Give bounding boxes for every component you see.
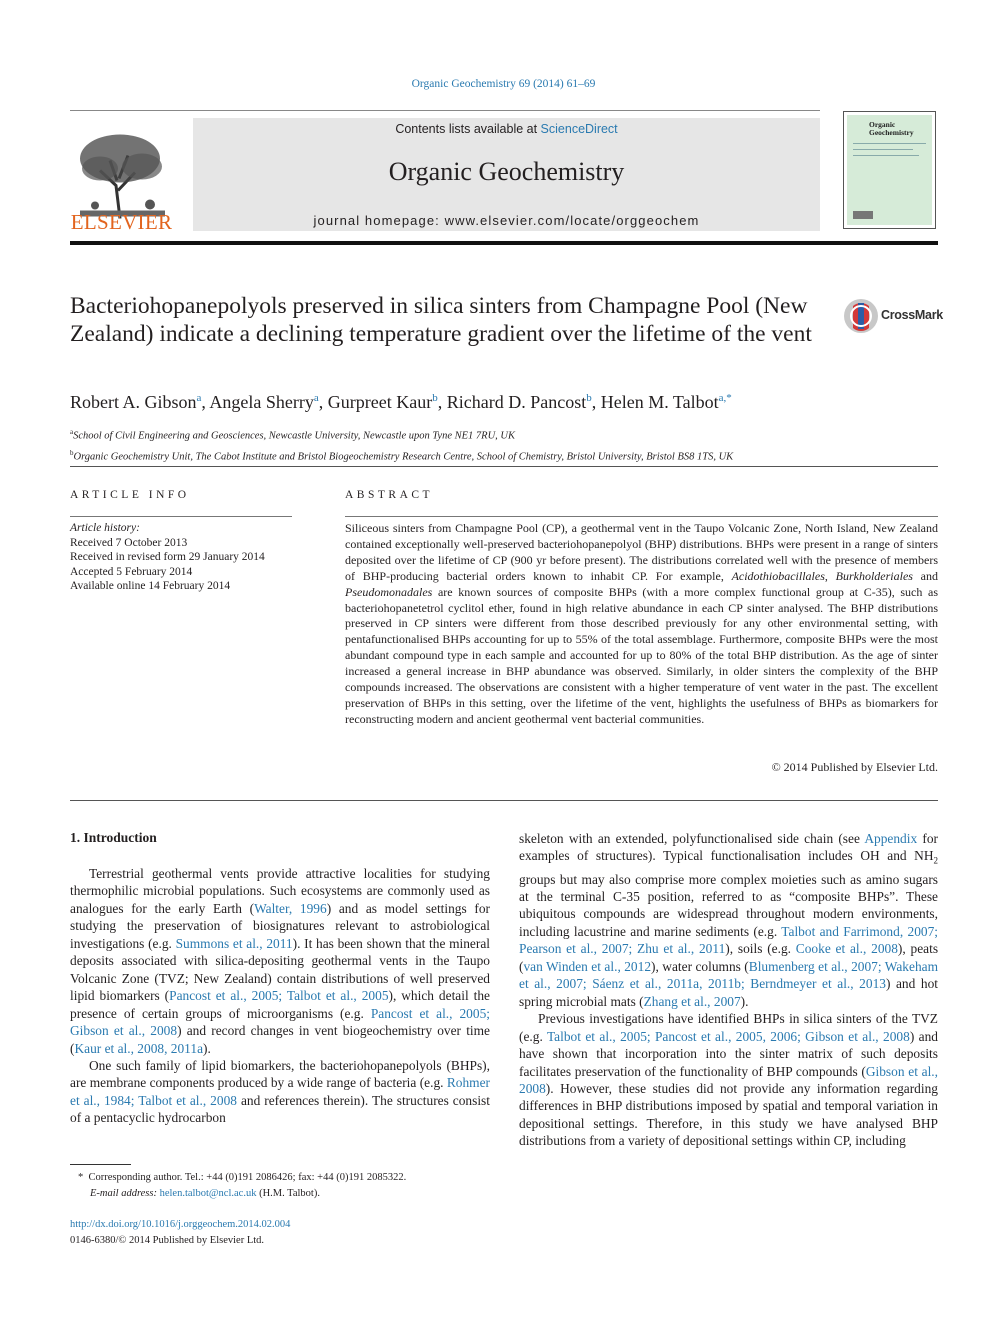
article-identifiers (70, 1217, 470, 1249)
citation-link[interactable]: Summons et al., 2011 (175, 935, 293, 951)
footnote-star: * (78, 1172, 84, 1183)
abstract-heading: ABSTRACT (345, 489, 434, 501)
appendix-link[interactable]: Appendix (864, 831, 918, 846)
citation-link[interactable]: Rohmer et al., 1984; Talbot et al., 2008 (70, 1075, 490, 1108)
section-heading-introduction: 1. Introduction (70, 830, 157, 845)
article-title: Bacteriohopanepolyols preserved in silica sinters from Champagne Pool (New Zealand) indicate a declining temperature gradient over the lifetime of the vent (70, 293, 812, 347)
right-column (519, 830, 938, 1150)
author-name[interactable]: Angela Sherry (209, 392, 314, 412)
history-label: Article history: (70, 522, 140, 534)
cover-title: Organic Geochemistry (869, 120, 914, 137)
citation-link[interactable]: van Winden et al., 2012 (523, 958, 652, 974)
citation-link[interactable]: Pancost et al., 2005; Gibson et al., 2008 (70, 1005, 490, 1039)
elsevier-wordmark: ELSEVIER (70, 210, 173, 234)
corresponding-author-footnote: * Corresponding author. Tel.: +44 (0)191 2086426; fax: +44 (0)191 2085322. E-mail address: helen.talbot@ncl.ac.uk (H.M. Talbot). (78, 1172, 407, 1199)
email-label: E-mail address: (90, 1188, 160, 1199)
crossmark-icon (843, 298, 879, 334)
author-affiliation-marker[interactable]: b (432, 392, 438, 404)
abstract-end-divider (70, 800, 938, 801)
paragraph: One such family of lipid biomarkers, the bacteriohopanepolyols (BHPs), are membrane components produced by a wide range of bacteria (e.g. Rohmer et al., 1984; Talbot et al., 2008 and references therein). The structures consist of a pentacyclic hydrocarbon (70, 1057, 490, 1126)
revised-date: Received in revised form 29 January 2014 (70, 551, 265, 563)
article-history (70, 521, 300, 594)
online-date: Available online 14 February 2014 (70, 580, 231, 592)
crossmark-badge[interactable] (843, 298, 943, 334)
citation-link[interactable]: Blumenberg et al., 2007; Wakeham et al., 2007; Sáenz et al., 2011a, 2011b; Berndmeyer et al., 2013 (519, 958, 939, 992)
author-affiliation-marker[interactable]: a (313, 392, 319, 404)
left-column (70, 865, 490, 1127)
abstract-copyright: © 2014 Published by Elsevier Ltd. (771, 760, 938, 774)
citation-link[interactable]: Talbot et al., 2005; Pancost et al., 2005, 2006; Gibson et al., 2008 (546, 1028, 910, 1044)
author-affiliation-marker[interactable]: a,* (718, 392, 732, 404)
paragraph: Previous investigations have identified BHPs in silica sinters of the TVZ (e.g. Talbot et al., 2005; Pancost et al., 2005, 2006; Gibson et al., 2008) and have shown that incorporation into the sinter matrix of such deposits facilitates preservation of the functionality of BHP compounds (Gibson et al., 2008). However, these studies did not provide any information regarding differences in BHP distributions imposed by spatial and temporal variation in depositional settings. Therefore, in this study we have analysed BHP distributions from a variety of depositional settings within CP, including (519, 1011, 938, 1149)
journal-citation[interactable]: Organic Geochemistry 69 (2014) 61–69 (411, 78, 596, 90)
affiliations (70, 424, 930, 465)
author-affiliation-marker[interactable]: a (196, 392, 202, 404)
doi-link[interactable]: http://dx.doi.org/10.1016/j.orggeochem.2014.02.004 (70, 1219, 291, 1230)
author-name[interactable]: Helen M. Talbot (600, 392, 719, 412)
citation-link[interactable]: Gibson et al., 2008 (519, 1063, 938, 1097)
citation-link[interactable]: Kaur et al., 2008, 2011a (74, 1040, 204, 1056)
journal-name: Organic Geochemistry (388, 157, 625, 186)
citation-link[interactable]: Pancost et al., 2005; Talbot et al., 2005 (169, 988, 389, 1004)
journal-homepage[interactable]: journal homepage: www.elsevier.com/locate/orggeochem (313, 213, 700, 228)
contents-line: Contents lists available at ScienceDirect (395, 122, 618, 136)
affiliation-item: $^b$Organic Geochemistry Unit, The Cabot Institute and Bristol Biogeochemistry Research Centre, School of Chemistry, Bristol University, Bristol BS8 1TS, UK (70, 448, 734, 462)
citation-link[interactable]: Cooke et al., 2008 (795, 941, 898, 957)
header-thick-divider (70, 241, 938, 245)
journal-cover-thumbnail (843, 111, 936, 229)
citation-link[interactable]: Walter, 1996 (254, 900, 327, 916)
header-divider (70, 110, 820, 111)
affiliation-item: $^a$School of Civil Engineering and Geosciences, Newcastle University, Newcastle upon Tyne NE1 7RU, UK (70, 428, 516, 442)
email-link[interactable]: helen.talbot@ncl.ac.uk (159, 1188, 257, 1199)
article-info-heading: ARTICLE INFO (70, 489, 190, 501)
issn-line: 0146-6380/© 2014 Published by Elsevier Ltd. (70, 1235, 265, 1246)
abstract-divider (345, 516, 938, 517)
citation-link[interactable]: Talbot and Farrimond, 2007; Pearson et al., 2007; Zhu et al., 2011 (519, 923, 938, 957)
affiliation-divider (70, 466, 938, 467)
paragraph: skeleton with an extended, polyfunctionalised side chain (see Appendix for examples of structures). Typical functionalisation includes OH and $NH_2$ groups but may also comprise more complex moieties such as amino sugars at the terminal C-35 position, referred to as “composite BHPs”. These ubiquitous compounds are widespread throughout modern environments, including lacustrine and marine sediments (e.g. Talbot and Farrimond, 2007; Pearson et al., 2007; Zhu et al., 2011), soils (e.g. Cooke et al., 2008), peats (van Winden et al., 2012), water columns (Blumenberg et al., 2007; Wakeham et al., 2007; Sáenz et al., 2011a, 2011b; Berndmeyer et al., 2013) and hot spring microbial mats (Zhang et al., 2007). (519, 831, 939, 1009)
sciencedirect-link[interactable]: ScienceDirect (540, 122, 618, 136)
abstract-text: Siliceous sinters from Champagne Pool (CP), a geothermal vent in the Taupo Volcanic Zone, North Island, New Zealand contained exceptionally well-preserved bacteriohopanepolyol (BHP) distributions. BHPs were present in a range of sinters deposited over the lifetime of CP (900 yr before present). The distributions correlated well with the presence of members of BHP-producing bacterial orders known to inhabit CP. For example, Acidothiobacillales, Burkholderiales and Pseudomonadales are known sources of composite BHPs (with a more complex functional group at C-35), such as bacteriohopanetetrol cyclitol ether, found in high relative abundance in each CP sinter analysed. The BHP distributions preserved in CP sinters were different from those described previously for any other environmental setting, with pentafunctionalised BHPs accounting for up to 55% of the total assemblage. Furthermore, composite BHPs were the most abundant compound type in each sample and accounted for up to 80% of the total BHP distribution. As the age of sinter increased a general increase in BHP abundance was observed. Similarly, in older sinters the complexity of the BHP compounds increased. The observations are consistent with a higher temperature of vent water in the past. The excellent preservation of BHPs in this setting, over the lifetime of the vent, highlights the usefulness of BHPs as biomarkers for reconstructing modern and ancient geothermal vent bacterial communities. (345, 521, 939, 726)
footnote-divider (70, 1164, 131, 1165)
paragraph: Terrestrial geothermal vents provide attractive localities for studying thermophilic microbial populations. Such ecosystems are commonly used as analogues for the early Earth (Walter, 1996) and as model settings for studying the preservation of biosignatures relevant to astrobiological investigations (e.g. Summons et al., 2011). It has been shown that the mineral deposits associated with silica-depositing geothermal vents in the Taupo Volcanic Zone (TVZ; New Zealand) contain distributions of well preserved lipid biomarkers (Pancost et al., 2005; Talbot et al., 2005), which detail the presence of certain groups of microorganisms (e.g. Pancost et al., 2005; Gibson et al., 2008) and record changes in vent biogeochemistry over time (Kaur et al., 2008, 2011a). (70, 866, 490, 1056)
corresponding-author-line: Corresponding author. Tel.: +44 (0)191 2086426; fax: +44 (0)191 2085322. (88, 1172, 407, 1183)
author-name[interactable]: Richard D. Pancost (446, 392, 587, 412)
crossmark-label: CrossMark (881, 308, 943, 322)
author-list: Robert A. Gibson$^a$, Angela Sherry$^a$, Gurpreet Kaur$^b$, Richard D. Pancost$^b$, Helen M. Talbot$^{a,*}$ (70, 392, 732, 412)
received-date: Received 7 October 2013 (70, 536, 188, 549)
citation-link[interactable]: Zhang et al., 2007 (643, 993, 741, 1009)
author-name[interactable]: Gurpreet Kaur (327, 392, 433, 412)
author-name[interactable]: Robert A. Gibson (70, 392, 197, 412)
author-affiliation-marker[interactable]: b (586, 392, 592, 404)
accepted-date: Accepted 5 February 2014 (70, 565, 193, 578)
article-info-divider (70, 516, 292, 517)
